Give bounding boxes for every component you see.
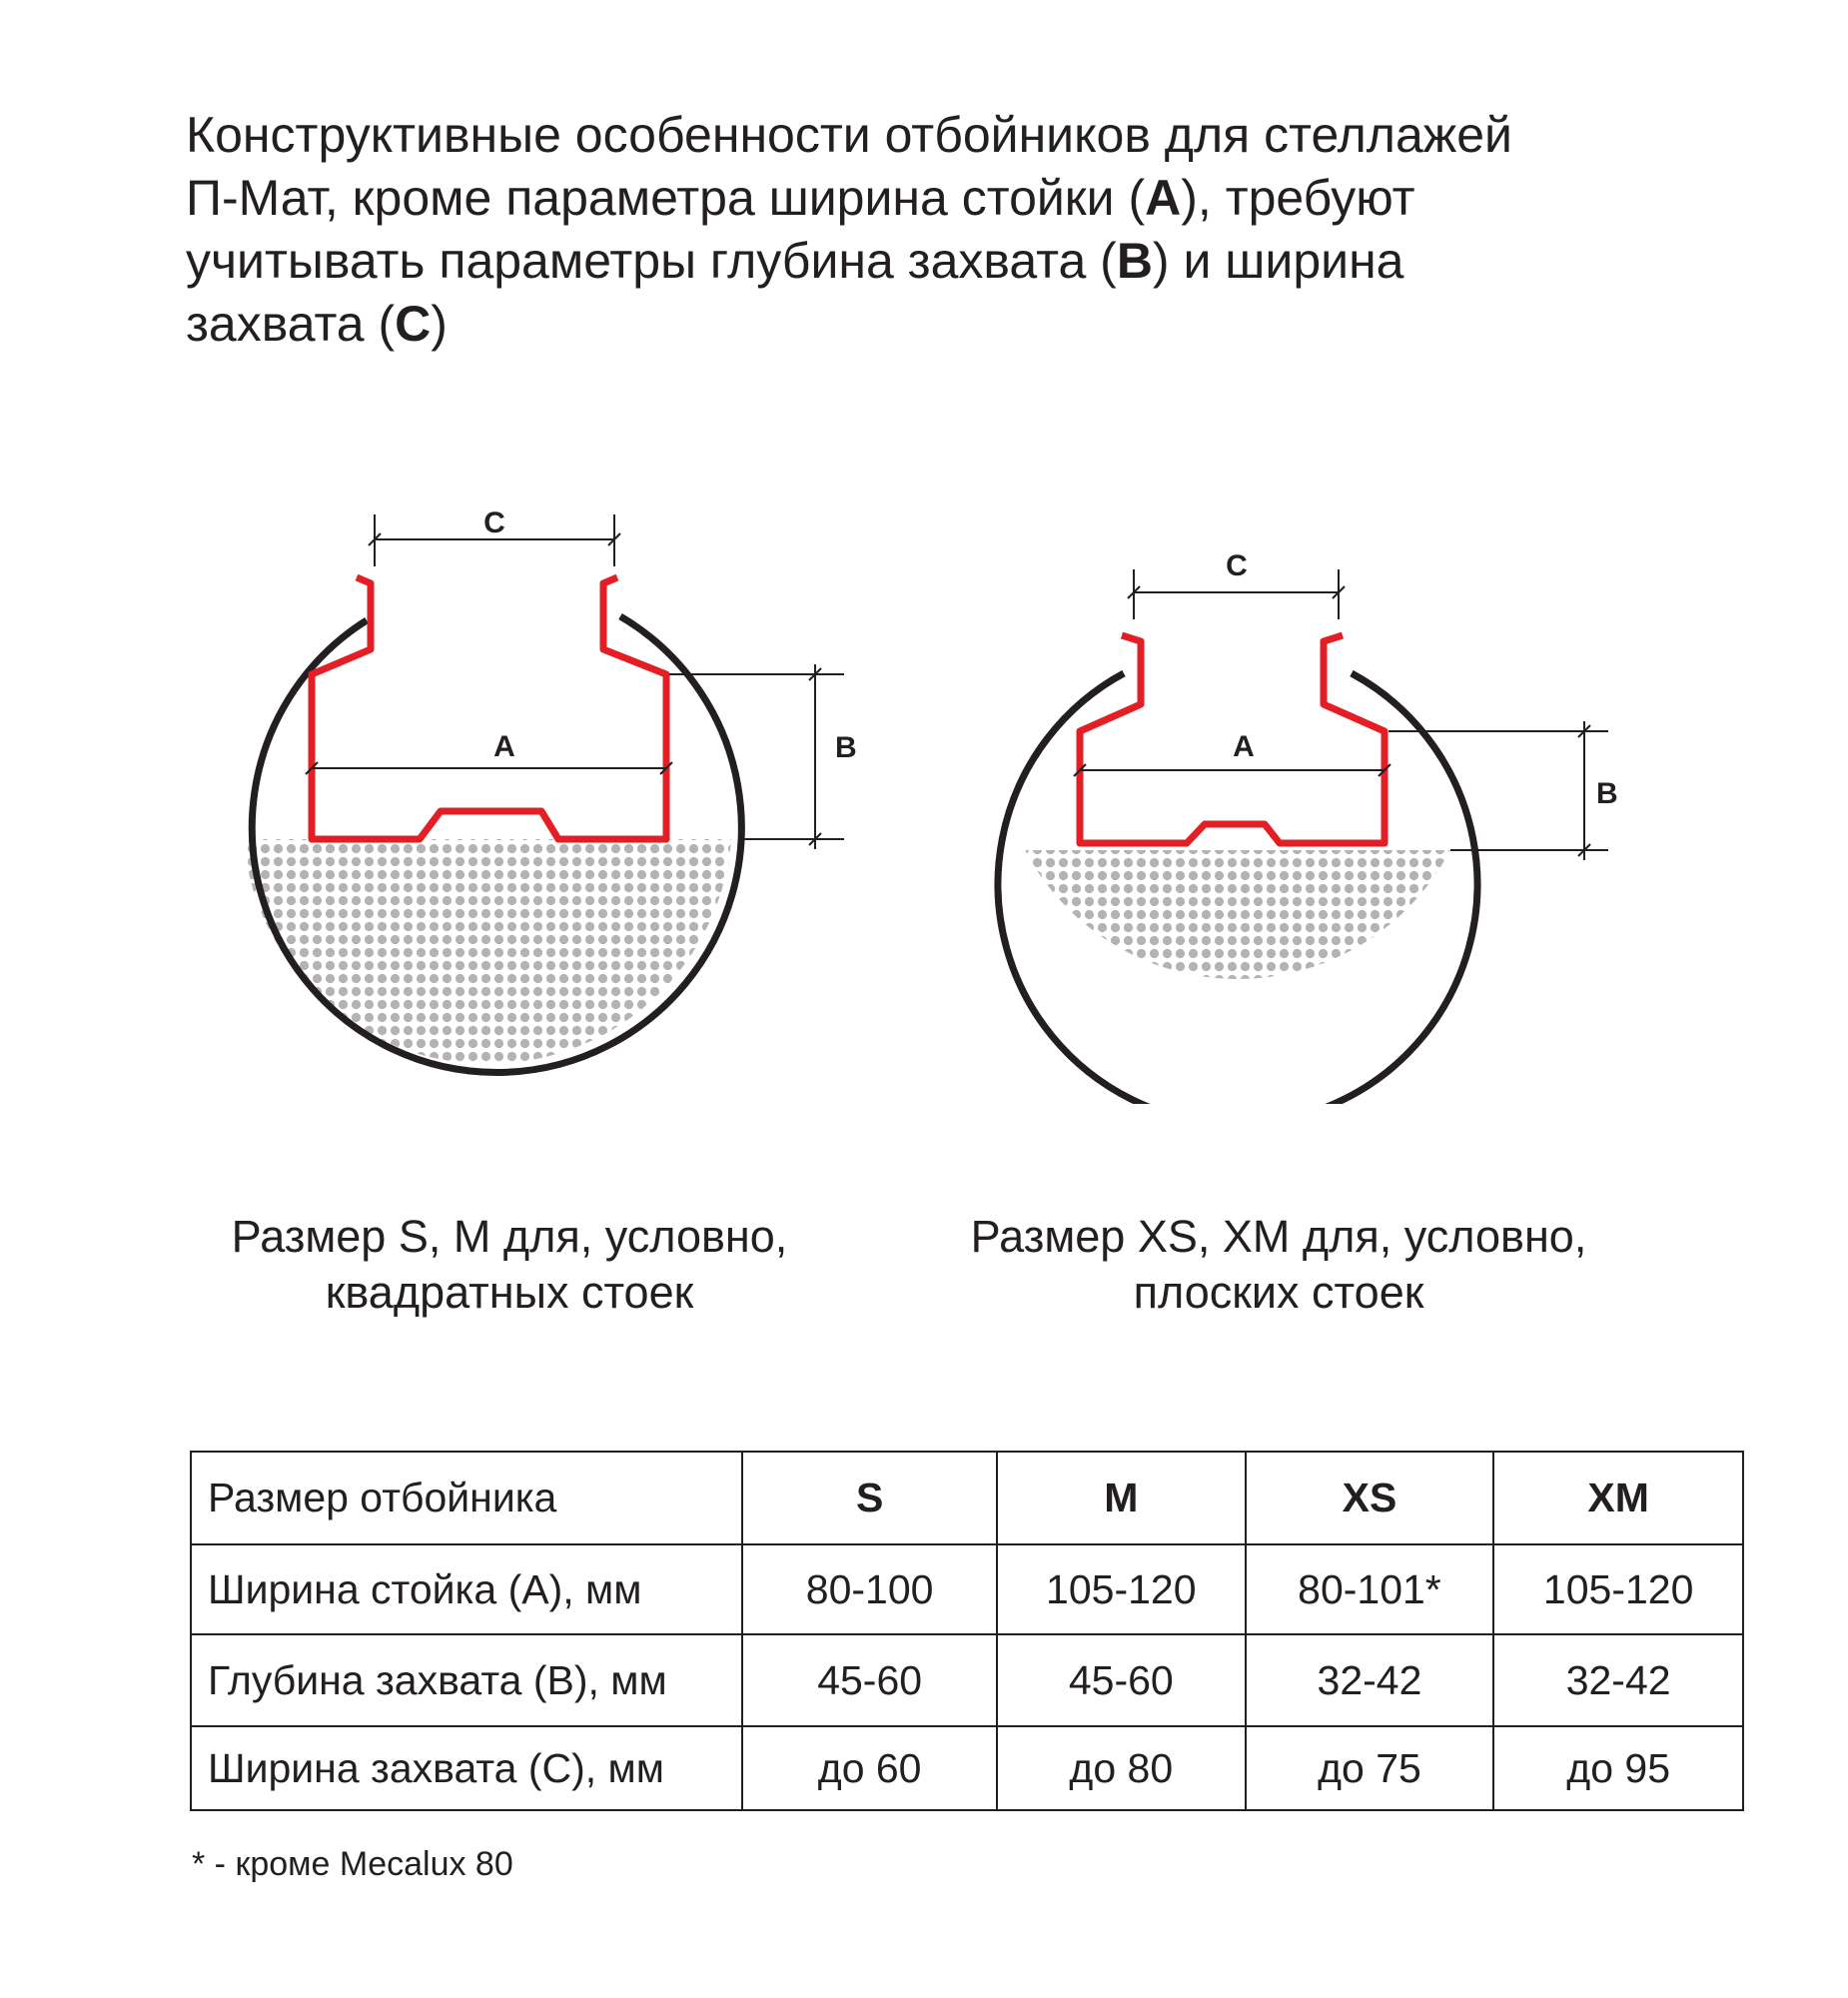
table-cell: 80-100 bbox=[742, 1544, 997, 1634]
table-row-label: Ширина стойка (А), мм bbox=[191, 1544, 742, 1634]
intro-letter-a: А bbox=[1145, 170, 1182, 226]
table-row bbox=[191, 1634, 1743, 1726]
diagram-square-svg bbox=[220, 504, 899, 1104]
intro-text bbox=[186, 104, 1744, 356]
table-header-label: Размер отбойника bbox=[191, 1452, 742, 1544]
caption-right-line-1: Размер XS, XM для, условно, bbox=[970, 1211, 1587, 1262]
dimension-a-left bbox=[306, 762, 672, 774]
label-c-right: С bbox=[1226, 549, 1248, 582]
table-header-row bbox=[191, 1452, 1743, 1544]
intro-line-3-pre: учитывать параметры глубина захвата ( bbox=[186, 233, 1117, 289]
caption-left-line-2: квадратных стоек bbox=[325, 1267, 694, 1318]
label-c-left: С bbox=[483, 506, 505, 539]
table-cell: 45-60 bbox=[997, 1634, 1246, 1726]
intro-line-2-pre: П-Мат, кроме параметра ширина стойки ( bbox=[186, 170, 1146, 226]
intro-line-4-pre: захвата ( bbox=[186, 296, 396, 352]
diagram-flat-upright bbox=[979, 544, 1658, 1104]
table-header-xs: XS bbox=[1246, 1452, 1494, 1544]
intro-line-3-post: ) и ширина bbox=[1152, 233, 1404, 289]
bumper-size-table bbox=[190, 1451, 1744, 1811]
table-cell: 105-120 bbox=[997, 1544, 1246, 1634]
intro-line-4-post: ) bbox=[431, 296, 448, 352]
intro-letter-b: В bbox=[1116, 233, 1153, 289]
footnote: * - кроме Mecalux 80 bbox=[192, 1845, 513, 1883]
table-cell: 32-42 bbox=[1246, 1634, 1494, 1726]
dimension-b-left bbox=[669, 664, 844, 849]
table-cell: 45-60 bbox=[742, 1634, 997, 1726]
table-cell: до 60 bbox=[742, 1726, 997, 1810]
table-row-label: Ширина захвата (С), мм bbox=[191, 1726, 742, 1810]
intro-line-2-post: ), требуют bbox=[1181, 170, 1415, 226]
upright-profile-left bbox=[312, 577, 666, 839]
table-cell: 105-120 bbox=[1493, 1544, 1743, 1634]
table-header-s: S bbox=[742, 1452, 997, 1544]
table-row-label: Глубина захвата (В), мм bbox=[191, 1634, 742, 1726]
intro-line-1: Конструктивные особенности отбойников для стеллажей bbox=[186, 107, 1512, 163]
intro-letter-c: С bbox=[395, 296, 432, 352]
dimension-b-right bbox=[1388, 721, 1608, 860]
table-row bbox=[191, 1726, 1743, 1810]
label-a-right: А bbox=[1233, 730, 1255, 763]
diagram-flat-svg bbox=[979, 544, 1658, 1104]
table-cell: 32-42 bbox=[1493, 1634, 1743, 1726]
table-header-xm: XM bbox=[1493, 1452, 1743, 1544]
caption-left-line-1: Размер S, M для, условно, bbox=[231, 1211, 788, 1262]
table-cell: 80-101* bbox=[1246, 1544, 1494, 1634]
label-a-left: А bbox=[493, 730, 515, 763]
diagram-square-upright bbox=[220, 504, 899, 1104]
caption-right-line-2: плоских стоек bbox=[1133, 1267, 1424, 1318]
table-row bbox=[191, 1544, 1743, 1634]
table-cell: до 75 bbox=[1246, 1726, 1494, 1810]
table-cell: до 95 bbox=[1493, 1726, 1743, 1810]
caption-flat-uprights bbox=[899, 1209, 1658, 1321]
table-header-m: M bbox=[997, 1452, 1246, 1544]
dimension-a-right bbox=[1074, 764, 1390, 776]
label-b-left: В bbox=[835, 731, 857, 764]
table-cell: до 80 bbox=[997, 1726, 1246, 1810]
label-b-right: В bbox=[1596, 777, 1618, 810]
caption-square-uprights bbox=[130, 1209, 889, 1321]
